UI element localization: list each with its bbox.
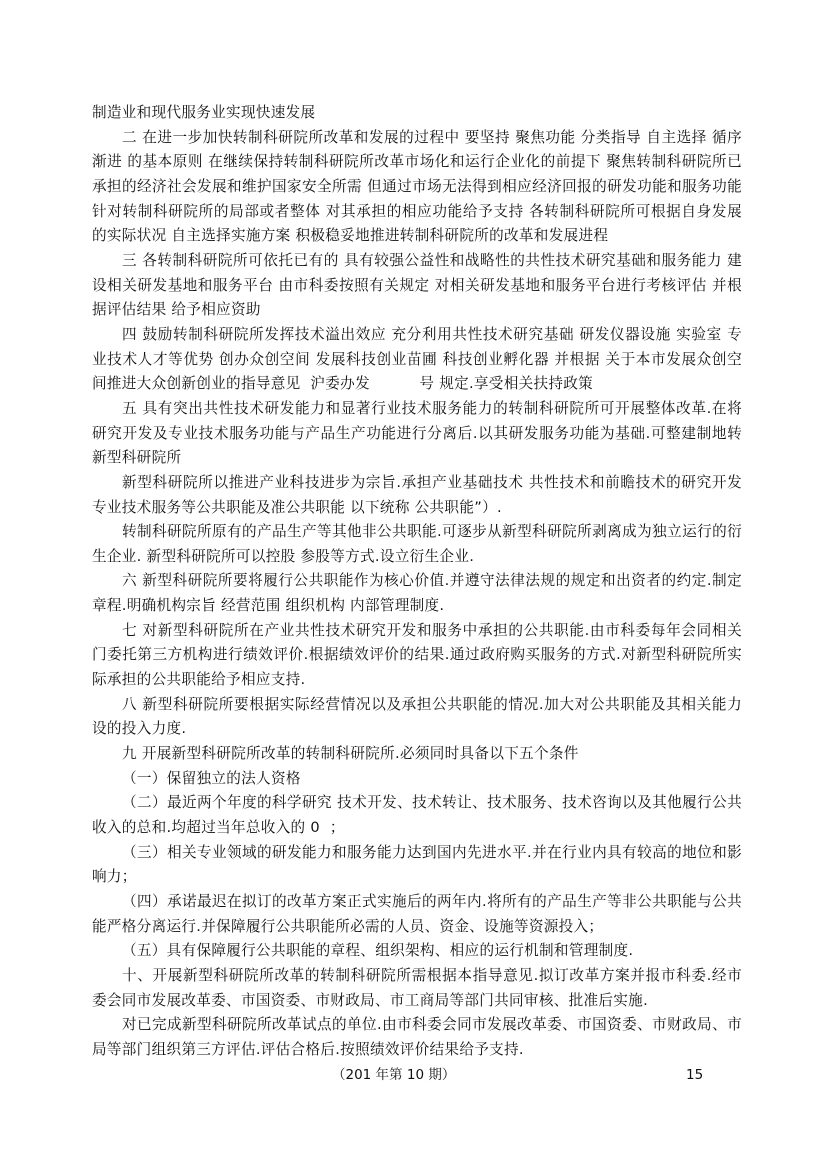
text-line: 间推进大众创新创业的指导意见 沪委办发 号 规定.享受相关扶持政策 xyxy=(92,375,594,393)
text-line: 生企业. 新型科研院所可以控股 参股等方式.设立衍生企业. xyxy=(92,547,475,565)
paragraph xyxy=(92,101,742,126)
text-line: 收入的总和.均超过当年总收入的 0 ； xyxy=(92,819,345,837)
paragraph xyxy=(92,742,742,767)
paragraph xyxy=(92,964,742,1013)
text-line: （五）具有保障履行公共职能的章程、组织架构、相应的运行机制和管理制度. xyxy=(122,942,634,960)
paragraph xyxy=(92,323,742,397)
text-line: 五 具有突出共性技术研发能力和显著行业技术服务能力的转制科研院所可开展整体改革.在将 xyxy=(122,399,742,417)
text-line: 渐进 的基本原则 在继续保持转制科研院所改革市场化和运行企业化的前提下 聚焦转制科研院所已 xyxy=(92,153,742,171)
paragraph xyxy=(92,471,742,520)
text-line: 九 开展新型科研院所改革的转制科研院所.必须同时具备以下五个条件 xyxy=(122,745,579,763)
paragraph xyxy=(92,520,742,569)
text-line: 六 新型科研院所要将履行公共职能作为核心价值.并遵守法律法规的规定和出资者的约定.制定 xyxy=(122,572,742,590)
text-line: （四）承诺最迟在拟订的改革方案正式实施后的两年内.将所有的产品生产等非公共职能与公共 xyxy=(122,893,742,910)
text-line: 三 各转制科研院所可依托已有的 具有较强公益性和战略性的共性技术研究基础和服务能力 建 xyxy=(122,251,742,269)
text-line: 章程.明确机构宗旨 经营范围 组织机构 内部管理制度. xyxy=(92,597,445,615)
page-footer xyxy=(0,1064,827,1086)
paragraph xyxy=(92,890,742,939)
text-line: 针对转制科研院所的局部或者整体 对其承担的相应功能给予支持 各转制科研院所可根据自身发展 xyxy=(92,202,742,220)
text-line: （二）最近两个年度的科学研究 技术开发、技术转让、技术服务、技术咨询以及其他履行公共 xyxy=(122,794,742,812)
document-body xyxy=(92,101,742,1063)
text-line: 十、开展新型科研院所改革的转制科研院所需根据本指导意见.拟订改革方案并报市科委.经市 xyxy=(122,966,742,984)
paragraph xyxy=(92,841,742,890)
text-line: （一）保留独立的法人资格 xyxy=(122,769,301,787)
text-line: 据评估结果 给予相应资助 xyxy=(92,301,261,319)
text-line: 际承担的公共职能给予相应支持. xyxy=(92,671,306,689)
paragraph xyxy=(92,569,742,618)
text-line: 业技术人才等优势 创办众创空间 发展科技创业苗圃 科技创业孵化器 并根据 关于本市发展众创空 xyxy=(92,350,742,368)
text-line: 设相关研发基地和服务平台 由市科委按照有关规定 对相关研发基地和服务平台进行考核评估 并根 xyxy=(92,276,742,294)
text-line: 专业技术服务等公共职能及准公共职能 以下统称 公共职能”）. xyxy=(92,498,502,516)
paragraph xyxy=(92,767,742,792)
text-line: 制造业和现代服务业实现快速发展 xyxy=(92,104,316,121)
text-line: 的实际状况 自主选择实施方案 积极稳妥地推进转制科研院所的改革和发展进程 xyxy=(92,227,609,245)
text-line: 能严格分离运行.并保障履行公共职能所必需的人员、资金、设施等资源投入； xyxy=(92,917,604,935)
text-line: （三）相关专业领域的研发能力和服务能力达到国内先进水平.并在行业内具有较高的地位和影 xyxy=(122,843,742,861)
text-line: 二 在进一步加快转制科研院所改革和发展的过程中 要坚持 聚焦功能 分类指导 自主选择 循序 xyxy=(122,128,742,146)
text-line: 局等部门组织第三方评估.评估合格后.按照绩效评价结果给予支持. xyxy=(92,1040,524,1058)
text-line: 新型科研院所以推进产业科技进步为宗旨.承担产业基础技术 共性技术和前瞻技术的研究开发 xyxy=(122,473,742,491)
text-line: 八 新型科研院所要根据实际经营情况以及承担公共职能的情况.加大对公共职能及其相关能力 xyxy=(122,695,742,713)
text-line: 响力； xyxy=(92,868,137,886)
issue-label: （201 年第 10 期） xyxy=(332,1067,456,1083)
paragraph xyxy=(92,791,742,840)
text-line: 承担的经济社会发展和维护国家安全所需 但通过市场无法得到相应经济回报的研发功能和服务功能 xyxy=(92,177,742,195)
paragraph xyxy=(92,249,742,323)
text-line: 门委托第三方机构进行绩效评价.根据绩效评价的结果.通过政府购买服务的方式.对新型科研院所实 xyxy=(92,646,742,664)
paragraph xyxy=(92,126,742,249)
paragraph xyxy=(92,397,742,471)
page-number: 15 xyxy=(686,1067,704,1083)
text-line: 设的投入力度. xyxy=(92,720,187,738)
text-line: 转制科研院所原有的产品生产等其他非公共职能.可逐步从新型科研院所剥离成为独立运行的衍 xyxy=(122,523,742,541)
text-line: 对已完成新型科研院所改革试点的单位.由市科委会同市发展改革委、市国资委、市财政局、市 xyxy=(122,1016,742,1034)
paragraph xyxy=(92,693,742,742)
text-line: 四 鼓励转制科研院所发挥技术溢出效应 充分利用共性技术研究基础 研发仪器设施 实验室 专 xyxy=(122,325,742,343)
text-line: 研究开发及专业技术服务功能与产品生产功能进行分离后.以其研发服务功能为基础.可整建制地转 xyxy=(92,424,742,442)
text-line: 七 对新型科研院所在产业共性技术研究开发和服务中承担的公共职能.由市科委每年会同相关 xyxy=(122,621,742,639)
paragraph xyxy=(92,619,742,693)
text-line: 新型科研院所 xyxy=(92,449,182,467)
text-line: 委会同市发展改革委、市国资委、市财政局、市工商局等部门共同审核、批准后实施. xyxy=(92,991,649,1009)
paragraph xyxy=(92,1013,742,1062)
paragraph xyxy=(92,939,742,964)
